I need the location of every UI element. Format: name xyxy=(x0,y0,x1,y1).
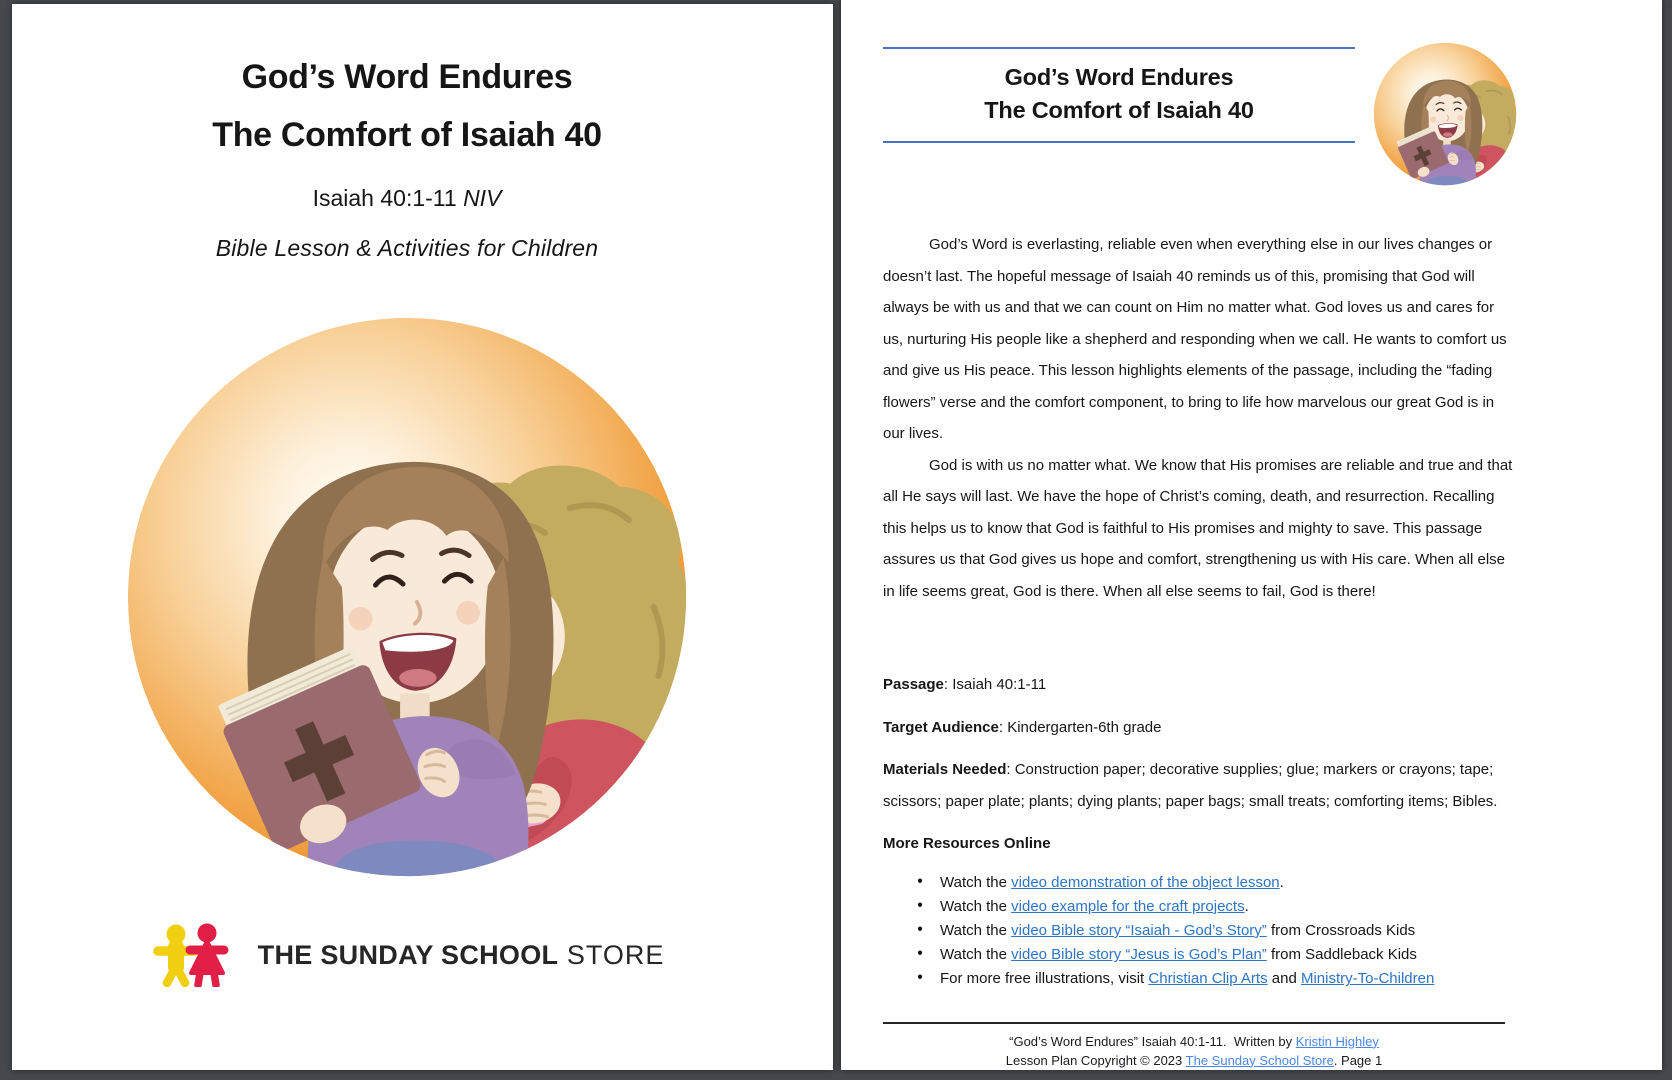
footer-line-1: “God’s Word Endures” Isaiah 40:1-11. Written by Kristin Highley xyxy=(1009,1033,1379,1049)
resource-item: ● Watch the video Bible story “Jesus is God’s Plan” from Saddleback Kids xyxy=(940,943,1516,967)
lesson-title-box xyxy=(883,47,1355,143)
resource-link[interactable]: Ministry-To-Children xyxy=(1300,970,1435,988)
resource-link[interactable]: video Bible story “Isaiah - God’s Story” xyxy=(1011,921,1267,939)
resource-item: ● Watch the video demonstration of the object lesson. xyxy=(940,871,1516,895)
footer-line-2: Lesson Plan Copyright © 2023 The Sunday School Store. Page 1 xyxy=(1005,1052,1383,1068)
cover-page xyxy=(12,4,833,1070)
cover-subtitle: Bible Lesson & Activities for Children xyxy=(215,235,599,261)
resource-link[interactable]: video demonstration of the object lesson xyxy=(1011,873,1280,891)
resources-heading: More Resources Online xyxy=(883,835,1051,852)
cover-scripture-reference: Isaiah 40:1-11 NIV xyxy=(312,185,502,211)
logo-wordmark: THE SUNDAY SCHOOL STORE xyxy=(257,939,665,970)
cover-title-line1: God’s Word Endures xyxy=(241,58,573,96)
lesson-thumbnail xyxy=(1372,41,1518,187)
materials-needed-line: Materials Needed: Construction paper; decorative supplies; glue; markers or crayons; tape; scissors; paper plate; plants; dying plants; paper bags; small treats; comforting items; Bibles. xyxy=(883,761,1498,810)
intro-paragraph-1: God’s Word is everlasting, reliable even when everything else in our lives changes or doesn’t last. The hopeful message of Isaiah 40 reminds us of this, promising that God will always be with us and that we can count on Him no matter what. God loves us and cares for us, nurturing His people like a shepherd and responding when we call. He wants to comfort us and give us His peace. This lesson highlights elements of the passage, including the “fading flowers” verse and the comfort component, to bring to life how marvelous our great God is in our lives. xyxy=(883,236,1507,442)
resource-link[interactable]: video Bible story “Jesus is God’s Plan” xyxy=(1011,946,1267,964)
lesson-page xyxy=(841,0,1662,1070)
lesson-title-line2: The Comfort of Isaiah 40 xyxy=(984,97,1254,123)
intro-paragraph-2: God is with us no matter what. We know that His promises are reliable and true and that all He says will last. We have the hope of Christ’s coming, death, and resurrection. Recalling this helps us to know that God is faithful to His promises and mighty to save. This passage assures us that God gives us hope and comfort, strengthening us with His care. When all else in life seems great, God is there. When all else seems to fail, God is there! xyxy=(883,456,1513,600)
lesson-title-line1: God’s Word Endures xyxy=(1004,64,1234,90)
resource-link[interactable]: Christian Clip Arts xyxy=(1148,970,1268,988)
cover-title-line2: The Comfort of Isaiah 40 xyxy=(212,116,602,154)
lesson-details xyxy=(883,669,1516,992)
page-footer xyxy=(883,1022,1505,1070)
author-link[interactable]: Kristin Highley xyxy=(1295,1033,1379,1049)
cover-illustration xyxy=(121,311,693,883)
resource-link[interactable]: video example for the craft projects xyxy=(1011,897,1245,915)
passage-line: Passage: Isaiah 40:1-11 xyxy=(883,676,1047,693)
store-link[interactable]: The Sunday School Store xyxy=(1185,1052,1334,1068)
scripture-version: NIV xyxy=(463,185,502,211)
lesson-header xyxy=(883,47,1516,197)
resource-item: ● Watch the video example for the craft projects. xyxy=(940,895,1516,919)
resource-item: ● For more free illustrations, visit Christian Clip Arts and Ministry-To-Children xyxy=(940,967,1516,991)
target-audience-line: Target Audience: Kindergarten-6th grade xyxy=(883,718,1162,736)
resource-item: ● Watch the video Bible story “Isaiah - God’s Story” from Crossroads Kids xyxy=(940,919,1516,943)
logo-kids-icon xyxy=(150,923,242,987)
resources-list xyxy=(883,871,1516,992)
sunday-school-store-logo xyxy=(12,923,802,987)
